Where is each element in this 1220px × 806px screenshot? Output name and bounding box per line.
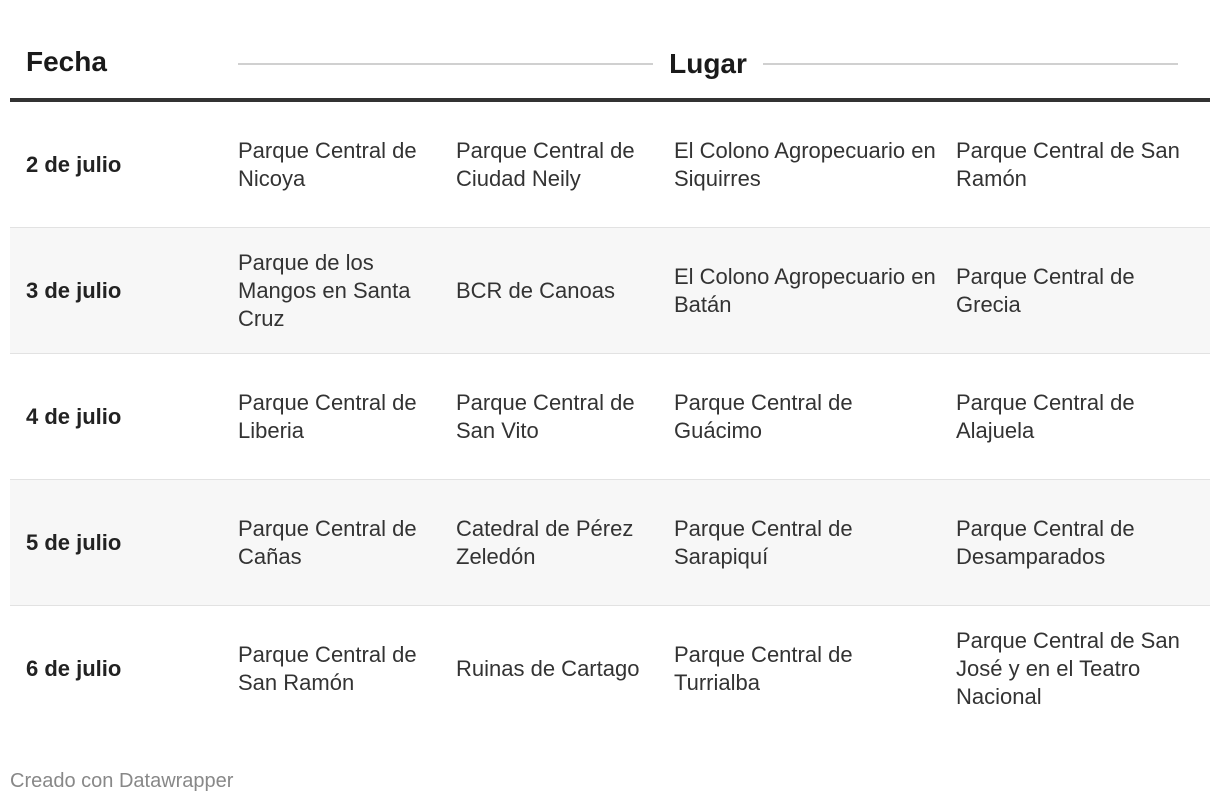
date-cell: 4 de julio: [26, 403, 122, 429]
place-cell: Parque Central de Ciudad Neily: [456, 137, 635, 191]
place-cell: El Colono Agropecuario en Siquirres: [674, 137, 936, 191]
place-cell: Parque de los Mangos en Santa Cruz: [238, 249, 411, 331]
place-cell: BCR de Canoas: [456, 277, 615, 303]
table-row: [10, 606, 1210, 731]
date-cell: 3 de julio: [26, 277, 122, 303]
header-lugar-group: [238, 46, 1178, 82]
schedule-table: [10, 28, 1210, 731]
header-rule-right: [763, 63, 1178, 65]
place-cell: Parque Central de Sarapiquí: [674, 515, 853, 569]
date-cell: 5 de julio: [26, 529, 122, 555]
table-row: [10, 228, 1210, 354]
place-cell: Parque Central de Cañas: [238, 515, 417, 569]
table-header: [10, 28, 1210, 102]
place-cell: El Colono Agropecuario en Batán: [674, 263, 936, 317]
header-rule-left: [238, 63, 653, 65]
place-cell: Parque Central de San José y en el Teatro Nacional: [956, 627, 1180, 709]
place-cell: Parque Central de Desamparados: [956, 515, 1135, 569]
place-cell: Parque Central de San Ramón: [238, 641, 417, 695]
place-cell: Parque Central de Alajuela: [956, 389, 1135, 443]
table-row: [10, 102, 1210, 228]
table-row: [10, 354, 1210, 480]
date-cell: 6 de julio: [26, 655, 122, 681]
place-cell: Parque Central de Guácimo: [674, 389, 853, 443]
place-cell: Parque Central de San Vito: [456, 389, 635, 443]
place-cell: Parque Central de Turrialba: [674, 641, 853, 695]
header-fecha: Fecha: [26, 46, 107, 77]
place-cell: Parque Central de Liberia: [238, 389, 417, 443]
place-cell: Parque Central de Nicoya: [238, 137, 417, 191]
date-cell: 2 de julio: [26, 151, 122, 177]
place-cell: Ruinas de Cartago: [456, 655, 640, 681]
datawrapper-credit: Creado con Datawrapper: [10, 770, 234, 792]
place-cell: Catedral de Pérez Zeledón: [456, 515, 634, 569]
header-lugar: Lugar: [669, 48, 747, 79]
table-row: [10, 480, 1210, 606]
place-cell: Parque Central de San Ramón: [956, 137, 1180, 191]
place-cell: Parque Central de Grecia: [956, 263, 1135, 317]
